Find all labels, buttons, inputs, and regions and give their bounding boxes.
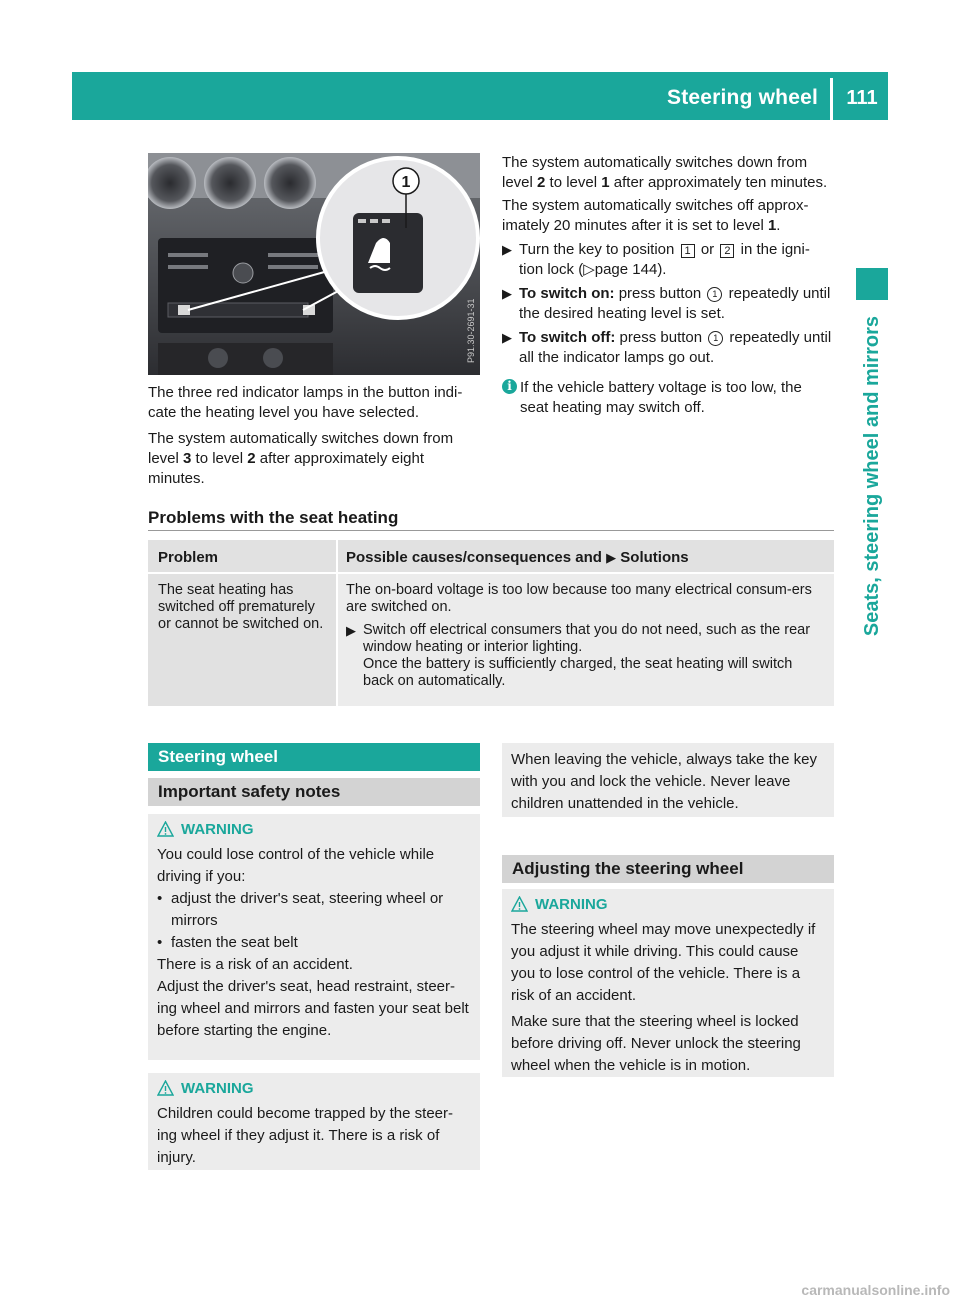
warning-label: WARNING bbox=[181, 1080, 254, 1097]
image-code: P91.30-2691-31 bbox=[466, 298, 476, 363]
key-position-2: 2 bbox=[720, 244, 734, 258]
callout-number: 1 bbox=[401, 174, 411, 191]
bullet-icon: • bbox=[157, 934, 163, 951]
warning-triangle-icon bbox=[157, 1080, 174, 1096]
level3-text: The system automatically switches down from level 3 to level 2 after approximately eight minutes. bbox=[148, 430, 454, 487]
footer-watermark: carmanualsonline.info bbox=[801, 1282, 950, 1298]
column-right-text bbox=[502, 153, 834, 418]
table-step: ▶ Switch off electrical consumers that you do not need, such as the rear window heating or interior lighting. bbox=[346, 622, 811, 655]
list-item: • fasten the seat belt bbox=[157, 932, 471, 954]
safety-notes-heading: Important safety notes bbox=[148, 778, 480, 806]
table-header-solutions: Possible causes/consequences and ▶ Solutions bbox=[338, 540, 834, 572]
warning-triangle-icon bbox=[157, 821, 174, 837]
header-title: Steering wheel bbox=[666, 86, 818, 109]
section-tab-marker bbox=[856, 268, 888, 300]
warning-triangle-icon bbox=[511, 896, 528, 912]
indicator-lamps-text: The three red indicator lamps in the button indi-cate the heating level you have selected. bbox=[148, 384, 463, 421]
header-separator bbox=[830, 78, 833, 120]
step-switch-on: ▶ To switch on: press button 1 repeatedly until the desired heating level is set. bbox=[502, 285, 831, 322]
table-header-problem: Problem bbox=[148, 540, 336, 572]
adjusting-steering-heading: Adjusting the steering wheel bbox=[502, 855, 834, 883]
arrow-right-icon: ▶ bbox=[502, 330, 512, 345]
info-note: i If the vehicle battery voltage is too low, the seat heating may switch off. bbox=[502, 378, 834, 418]
warning-label: WARNING bbox=[535, 896, 608, 913]
table-row-problem: The seat heating has switched off prematurely or cannot be switched on. bbox=[148, 574, 336, 706]
dashboard-photo bbox=[148, 153, 480, 375]
arrow-right-icon: ▶ bbox=[346, 623, 356, 638]
arrow-right-icon: ▶ bbox=[606, 550, 617, 565]
info-icon: i bbox=[502, 379, 517, 394]
dashboard-illustration bbox=[148, 153, 480, 375]
arrow-right-icon: ▶ bbox=[502, 242, 512, 257]
button-callout-1: 1 bbox=[707, 287, 722, 302]
column-left-text bbox=[148, 383, 480, 489]
side-section-label bbox=[856, 316, 888, 716]
warning-box-adjust: WARNING The steering wheel may move unexpectedly if you adjust it while driving. This could cause you to lose control of the vehicle. There is a risk of an accident. Make sure that the steering wheel is locked before driving off. Never unlock the steering wheel when the vehicle is in motion. bbox=[502, 889, 834, 1077]
switch-off-text: The system automatically switches off approx-imately 20 minutes after it is set to level 1. bbox=[502, 197, 809, 234]
button-callout-1: 1 bbox=[708, 331, 723, 346]
list-item: • adjust the driver's seat, steering wheel or mirrors bbox=[157, 890, 444, 929]
arrow-right-icon: ▶ bbox=[502, 286, 512, 301]
level2-text: The system automatically switches down from level 2 to level 1 after approximately ten minutes. bbox=[502, 154, 828, 191]
header-bar bbox=[72, 72, 888, 120]
warning-box-control: WARNING You could lose control of the vehicle while driving if you: • adjust the driver's seat, steering wheel or mirrors • fasten the seat belt There is a risk of an accident. Adjust the driver's seat, head restraint, steer-ing wheel and mirrors and fasten your seat belt before starting the engine. bbox=[148, 814, 480, 1060]
table-row-solution: The on-board voltage is too low because too many electrical consum-ers are switched on. ▶ Switch off electrical consumers that you do not need, such as the rear window heating or interior lighting. Once the battery is sufficiently charged, the seat heating will switch back on automatically. bbox=[338, 574, 834, 706]
section-rule bbox=[148, 530, 834, 531]
side-section-text: Seats, steering wheel and mirrors bbox=[861, 316, 883, 637]
problems-title: Problems with the seat heating bbox=[148, 508, 399, 527]
page-ref-icon: ▷ bbox=[583, 261, 595, 278]
steering-wheel-heading: Steering wheel bbox=[148, 743, 480, 771]
leaving-vehicle-box: When leaving the vehicle, always take the key with you and lock the vehicle. Never leave children unattended in the vehicle. bbox=[502, 743, 834, 817]
bullet-icon: • bbox=[157, 890, 163, 907]
warning-label: WARNING bbox=[181, 821, 254, 838]
key-position-1: 1 bbox=[681, 244, 695, 258]
warning-box-children: WARNING Children could become trapped by the steer-ing wheel if they adjust it. There is a risk of injury. bbox=[148, 1073, 480, 1170]
page-number: 111 bbox=[846, 87, 878, 109]
step-switch-off: ▶ To switch off: press button 1 repeatedly until all the indicator lamps go out. bbox=[502, 329, 832, 366]
step-turn-key: ▶ Turn the key to position 1 or 2 in the igni-tion lock (▷page 144). bbox=[502, 241, 810, 278]
